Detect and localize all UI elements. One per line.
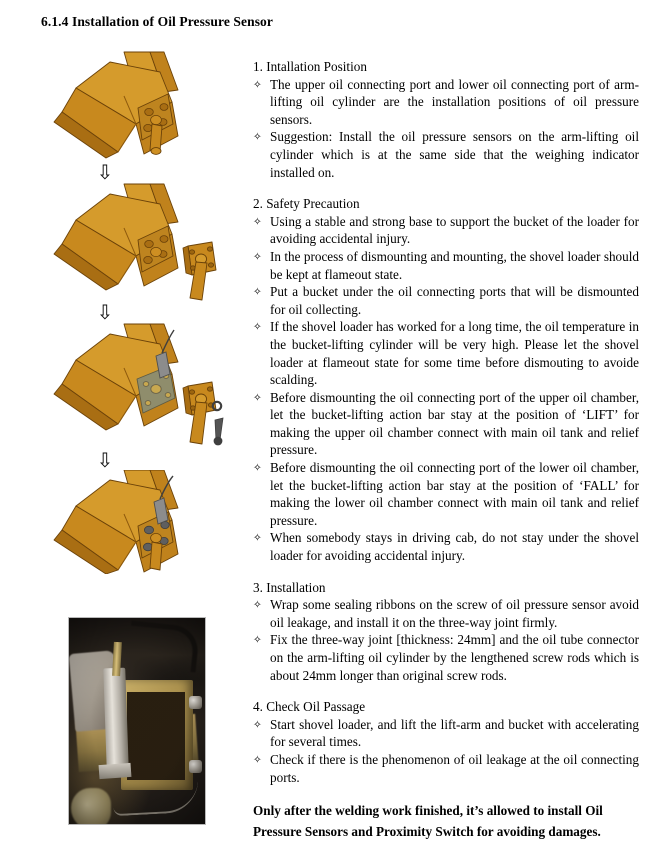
list-item xyxy=(251,318,639,388)
figure-cylinder-with-joint-svg xyxy=(40,182,230,302)
section-check-oil-passage xyxy=(251,698,639,786)
diamond-bullet-icon: ✧ xyxy=(253,599,262,612)
bullet-list xyxy=(251,213,639,565)
diamond-bullet-icon: ✧ xyxy=(253,321,262,334)
washer-and-bolt-parts xyxy=(213,402,223,446)
figure-cylinder-installed-svg xyxy=(40,470,230,574)
diamond-bullet-icon: ✧ xyxy=(253,532,262,545)
section-heading: 4. Check Oil Passage xyxy=(253,699,366,715)
closing-warning-line-1: Only after the welding work finished, it’s allowed to install Oil xyxy=(253,803,603,819)
list-item xyxy=(251,529,639,564)
list-item-text: Check if there is the phenomenon of oil leakage at the oil connecting ports. xyxy=(270,751,639,785)
section-gap xyxy=(251,565,639,579)
figure-cylinder-installed xyxy=(40,470,230,574)
list-item-text: Fix the three-way joint [thickness: 24mm] and the oil tube connector on the arm-lifting oil cylinder by the lengthened screw rods which is about 24mm longer than original screw rods. xyxy=(270,632,639,683)
list-item xyxy=(251,213,639,248)
section-gap xyxy=(251,181,639,195)
diamond-bullet-icon: ✧ xyxy=(253,250,262,263)
list-item-text: Put a bucket under the oil connecting ports that will be dismounted for oil collecting. xyxy=(270,284,639,317)
diamond-bullet-icon: ✧ xyxy=(253,286,262,299)
bullet-list xyxy=(251,76,639,182)
list-item xyxy=(251,631,639,684)
list-item xyxy=(251,716,639,751)
diamond-bullet-icon: ✧ xyxy=(253,78,262,91)
list-item xyxy=(251,128,639,181)
list-item-text: Wrap some sealing ribbons on the screw of oil pressure sensor avoid oil leakage, and install it on the three-way joint firmly. xyxy=(270,597,639,630)
list-item xyxy=(251,459,639,529)
list-item-text: Before dismounting the oil connecting port of the upper oil chamber, let the bucket-lifting action bar stay at the position of ‘LIFT’ for making the upper oil chamber connect with main oil tank and relief pressure. xyxy=(270,389,639,458)
section-gap xyxy=(251,786,639,800)
list-item xyxy=(251,389,639,459)
figure-installation-photo xyxy=(68,617,206,825)
figure-cylinder-with-sensor xyxy=(40,322,230,470)
list-item-text: If the shovel loader has worked for a long time, the oil temperature in the bucket-lifting cylinder will be very high. Please let the shovel loader at flameout state for some time before dismouting to avoide scalding. xyxy=(270,319,639,388)
section-installation xyxy=(251,579,639,685)
photo-content xyxy=(69,618,205,824)
list-item xyxy=(251,751,639,786)
bullet-list xyxy=(251,596,639,684)
diamond-bullet-icon: ✧ xyxy=(253,634,262,647)
three-way-joint-part xyxy=(183,382,216,444)
list-item-text: Suggestion: Install the oil pressure sensors on the arm-lifting oil cylinder which is at the same side that the weighing indicator installed on. xyxy=(270,129,639,180)
figure-column xyxy=(40,50,230,574)
closing-warning-line-2: Pressure Sensors and Proximity Switch for avoiding damages. xyxy=(253,824,601,840)
section-heading: 2. Safety Precaution xyxy=(253,196,360,212)
list-item-text: Before dismounting the oil connecting port of the lower oil chamber, let the bucket-lifting action bar stay at the position of ‘FALL’ for making the lower oil chamber connect with main oil tank and relief pressure. xyxy=(270,460,639,528)
diamond-bullet-icon: ✧ xyxy=(253,391,262,404)
photo-vignette xyxy=(69,618,205,824)
list-item-text: In the process of dismounting and mounting, the shovel loader should be kept at flameout state. xyxy=(270,248,639,282)
section-safety-precaution xyxy=(251,195,639,564)
section-heading: 1. Intallation Position xyxy=(253,59,367,74)
figure-cylinder-with-joint xyxy=(40,182,230,322)
diamond-bullet-icon: ✧ xyxy=(253,131,262,144)
three-way-joint-part xyxy=(183,242,216,300)
page-title: 6.1.4 Installation of Oil Pressure Sensor xyxy=(41,14,273,29)
list-item-text: Using a stable and strong base to support the bucket of the loader for avoiding accidental injury. xyxy=(270,213,639,247)
list-item-text: The upper oil connecting port and lower oil connecting port of arm-lifting oil cylinder are the installation positions of oil pressure sensors. xyxy=(270,76,639,127)
diamond-bullet-icon: ✧ xyxy=(253,753,262,766)
list-item-text: When somebody stays in driving cab, do not stay under the shovel loader for avoiding accidental injury. xyxy=(270,530,639,564)
figure-cylinder-plain xyxy=(40,50,230,182)
diamond-bullet-icon: ✧ xyxy=(253,718,262,731)
list-item xyxy=(251,283,639,318)
flow-arrow-3: ⇩ xyxy=(96,448,114,472)
section-gap xyxy=(251,684,639,698)
diamond-bullet-icon: ✧ xyxy=(253,215,262,228)
figure-cylinder-with-sensor-svg xyxy=(40,322,230,450)
diamond-bullet-icon: ✧ xyxy=(253,462,262,475)
list-item xyxy=(251,596,639,631)
list-item xyxy=(251,76,639,129)
bullet-list xyxy=(251,716,639,786)
flow-arrow-2: ⇩ xyxy=(96,300,114,324)
flow-arrow-1: ⇩ xyxy=(96,160,114,184)
list-item-text: Start shovel loader, and lift the lift-arm and bucket with accelerating for several times. xyxy=(270,716,639,750)
list-item xyxy=(251,248,639,283)
closing-warning-note xyxy=(253,800,639,842)
section-heading: 3. Installation xyxy=(253,579,326,595)
section-installation-position xyxy=(251,58,639,181)
text-column xyxy=(251,58,639,842)
figure-cylinder-plain-svg xyxy=(40,50,230,162)
